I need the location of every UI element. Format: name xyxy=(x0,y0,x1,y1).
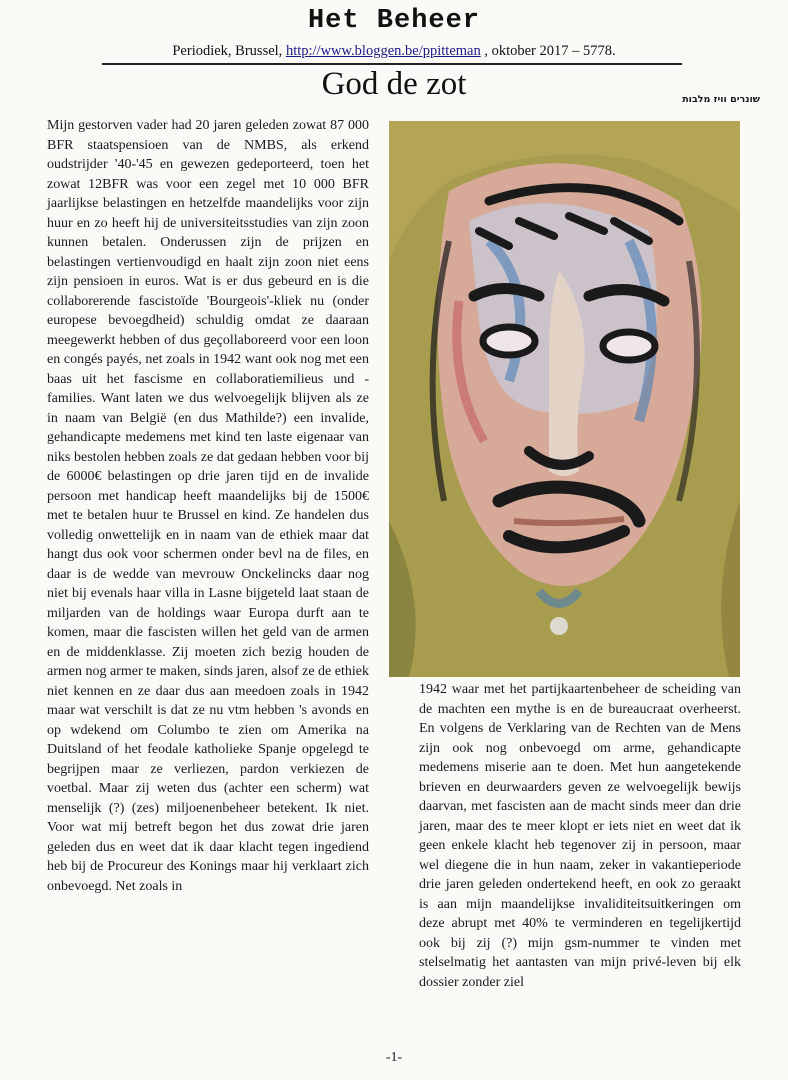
face-painting xyxy=(389,121,740,677)
subline-prefix: Periodiek, Brussel, xyxy=(172,43,286,59)
subline-suffix: , oktober 2017 – 5778. xyxy=(480,43,616,59)
masthead: Het Beheer xyxy=(307,6,481,36)
page-number: -1- xyxy=(385,1050,403,1065)
hebrew-note: שונרים וויז מלבות xyxy=(682,94,760,105)
blog-link[interactable]: http://www.bloggen.be/ppitteman xyxy=(285,43,481,59)
publication-subline xyxy=(0,43,788,60)
article-title: God de zot xyxy=(321,66,467,102)
left-column-text: Mijn gestorven vader had 20 jaren geleden zowat 87 000 BFR staatspensioen van de NMBS, als erkend oudstrijder '40-'45 en gewezen gedeporteerd, toen het zowat 12BFR was voor een zegel met 10 000 BFR jaarlijkse belastingen en hetzelfde maandelijks voor zijn huur en zo heeft hij de universiteitsstudies van zijn zoon kunnen betalen. Onderussen zijn de prijzen en belastingen vertienvoudigd en haalt zijn zoon niet eens zijn pensioen in euros. Wat is er dus gebeurd en is die collaborerende fascistoïde 'Bourgeois'-kliek nu (onder europese bevoegdheid) schuldig omdat ze daaraan meegewerkt hebben of dus geçollaboreerd voor een loon en congés payés, net zoals in 1942 want ook nog met een baas uit het fascisme en collaboratiemilieus und -families. Want laten we dus welvoegelijk blijven als ze in naam van België (en dus Mathilde?) een invalide, gehandicapte medemens met kind ten laste eigenaar van niks bestolen hebben zoals ze dat gedaan hebben voor bij de 6000€ belastingen op drie jaren tijd en de invalide persoon met handicap heeft maandelijks bij de 1500€ met te betalen huur te Brussel en kind. Ze handelen dus volledig onwettelijk en in naam van de ethiek maar dat hangt dus ook voor schermen onder bevl na de files, en daar is de wedde van mevrouw Onckelincks daar nog niet bij evenals haar villa in Lasne bijgeteld laat staan de miljarden van de holdings waar Europa durft aan te komen, maar die fascisten willen het geld van de armen en de middenklasse. Zij moeten zich bezig houden de armen nog armer te maken, sinds jaren, alsof ze de ethiek niet kennen en ze daar dus aan meedoen zoals in 1942 maar wat verschilt is dat ze nu vtm hebben 's avonds en op wdekend om Columbo te zien om Amerika na Duitsland of het feodale katholieke Spanje opgelegd te begrijpen maar ze verliezen, pardon verkiezen de voetbal. Maar zij weten dus (achter een scherm) wat menselijk (?) (zes) miljoenenbeheer betekent. Ik niet. Voor wat mij betreft begon het dus zowat drie jaren geleden dus en weet dat ik daar klacht tegen ingediend heb bij de Procureur des Konings maar hij verklaart zich onbevoegd. Net zoals in xyxy=(47,118,369,894)
header-rule xyxy=(102,63,682,65)
right-column-text: 1942 waar met het partijkaartenbeheer de scheiding van de machten een mythe is en de bureaucraat overheerst. En volgens de Verklaring van de Rechten van de Mens zijn ook nog onbevoegd om arme, gehandicapte medemens miserie aan te doen. Met hun aangetekende brieven en deurwaarders geven ze welvoegelijk bewijs daarvan, met fascisten aan de macht sinds meer dan drie jaren, maar des te meer klopt er iets niet en weet dat ik geen enkele klacht heb tegenover zij in persoon, maar wel diegene die in hun naam, zeker in vakantieperiode drie jaren geleden ondertekend heeft, en ook zo geraakt is aan mijn maandelijkse invaliditeitsuitkeringen om deze abrupt met 40% te verminderen en tegelijkertijd ook bij zij (?) mijn gsm-nummer te vinden met stelselmatig het aantasten van mijn privé-leven bij elk dossier zonder ziel xyxy=(419,682,741,990)
